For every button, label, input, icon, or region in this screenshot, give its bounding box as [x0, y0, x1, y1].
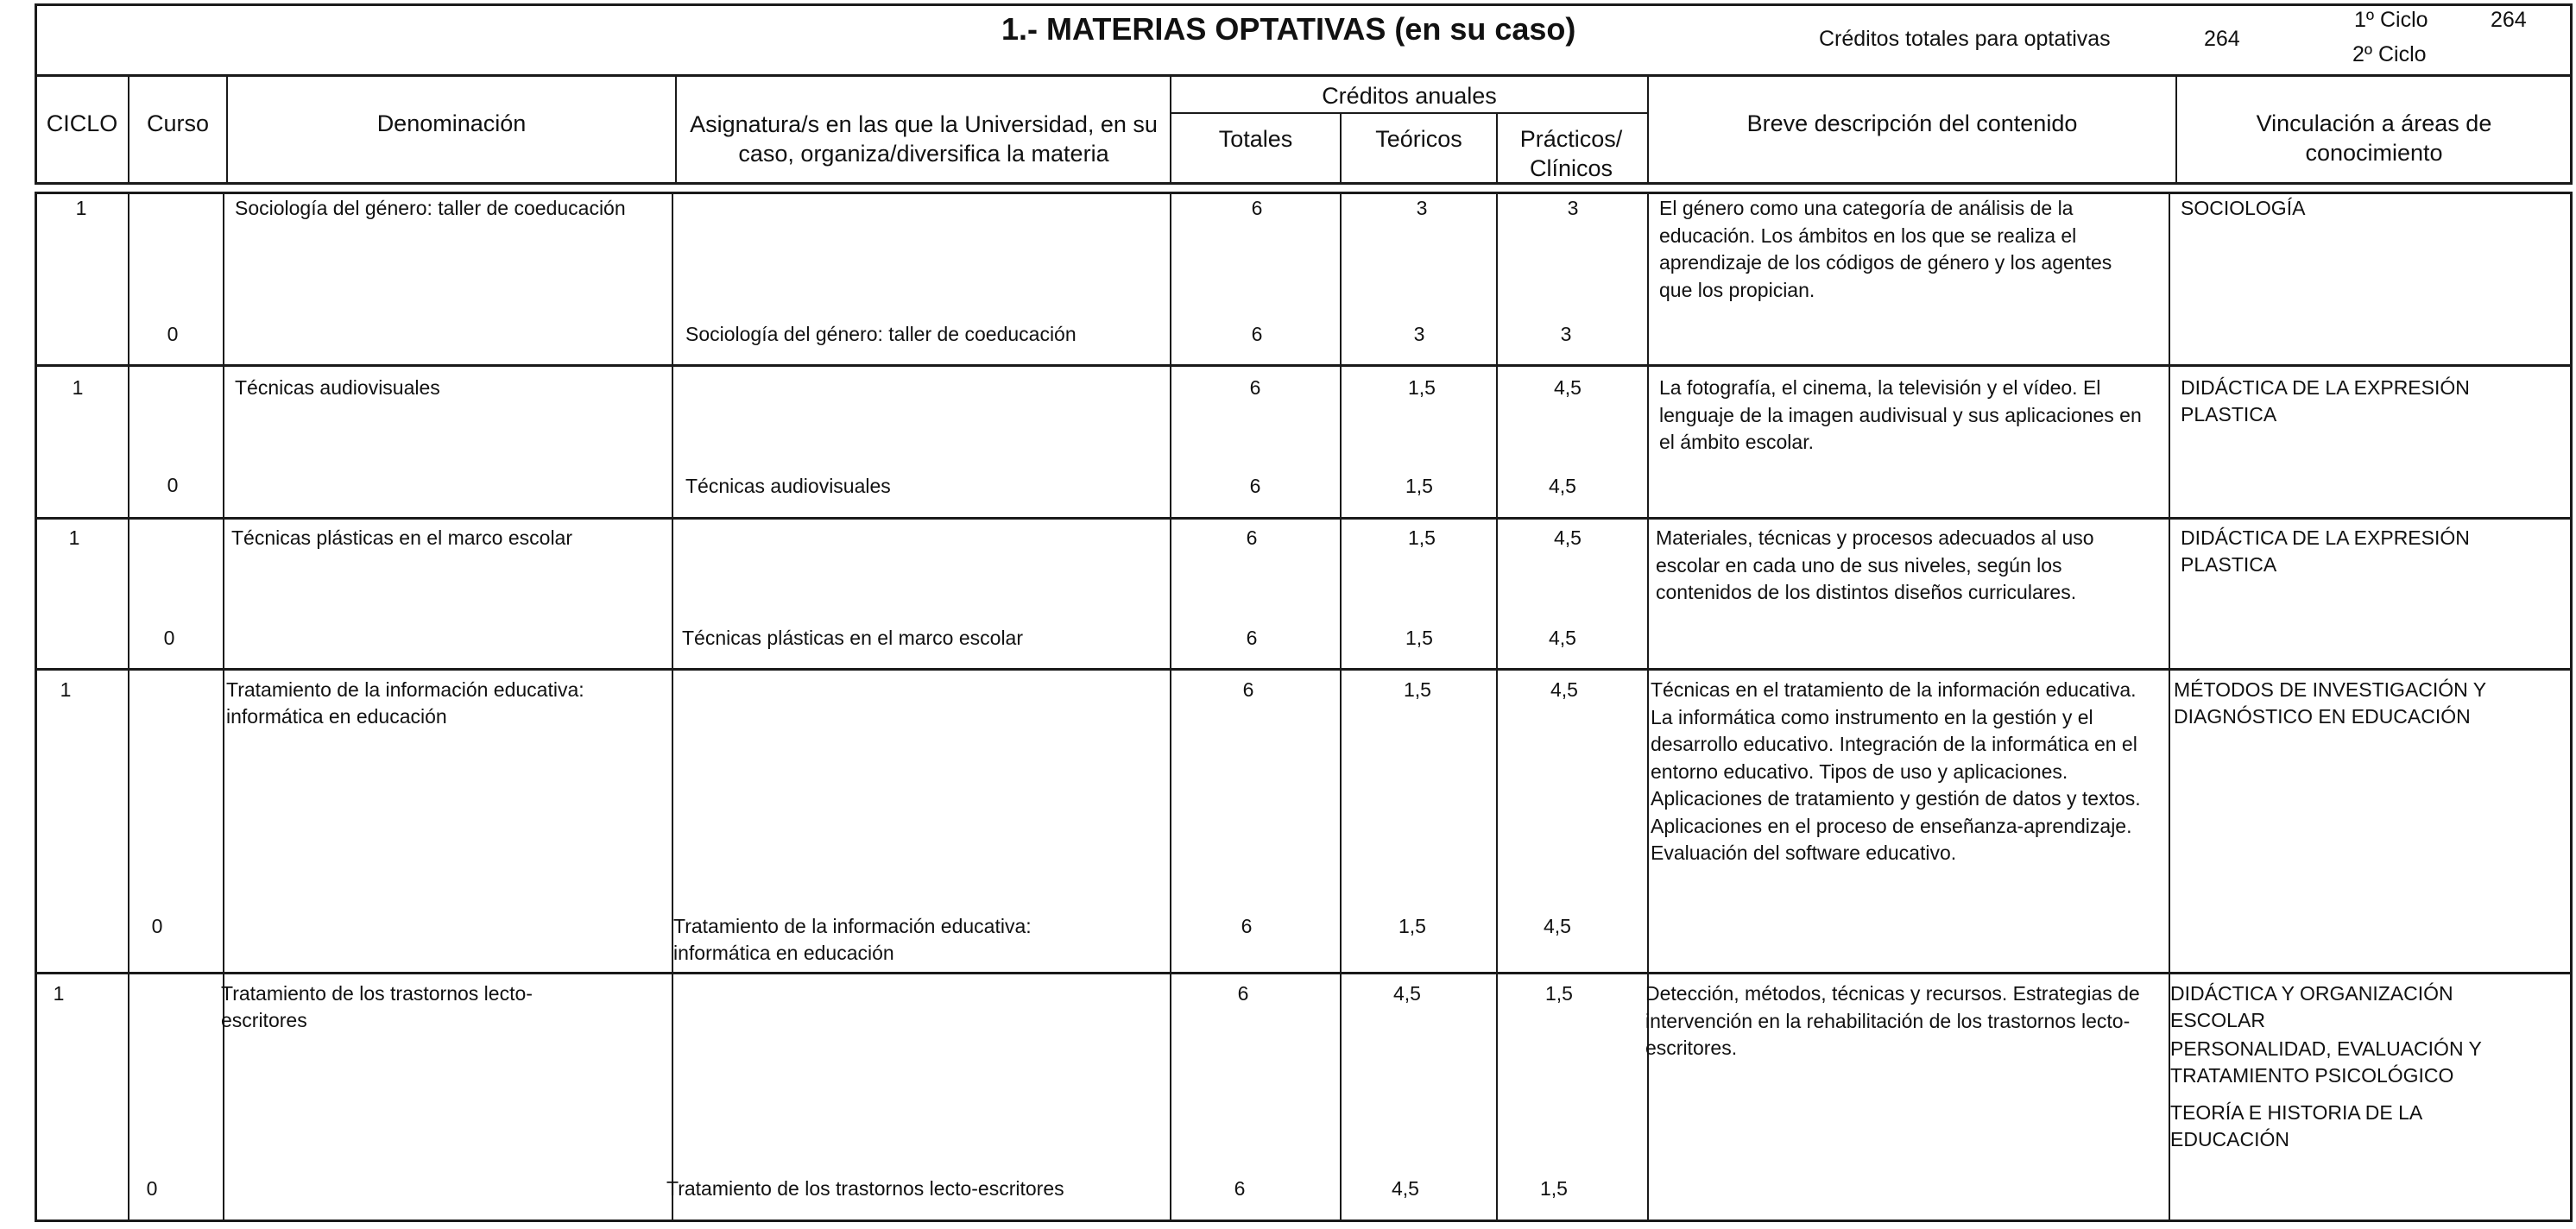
cell-sub-totales: 6 [1249, 475, 1261, 497]
col-sep [223, 192, 224, 1222]
body-top-border [35, 192, 2573, 194]
body-bottom-border [35, 1220, 2573, 1222]
page-title: 1.- MATERIAS OPTATIVAS (en su caso) [1001, 11, 1576, 47]
ciclo1-value: 264 [2491, 8, 2527, 32]
cell-area: PERSONALIDAD, EVALUACIÓN Y TRATAMIENTO PSICOLÓGICO [2170, 1037, 2482, 1087]
cell-asignatura: Sociología del género: taller de coeducación [685, 323, 1076, 345]
cell-totales: 6 [1249, 376, 1261, 399]
cell-ciclo: 1 [60, 678, 72, 701]
cell-sub-teoricos: 4,5 [1392, 1177, 1419, 1200]
col-header-denominacion: Denominación [376, 110, 527, 136]
col-sep [1496, 192, 1498, 1222]
cell-totales: 6 [1251, 197, 1263, 219]
cell-sub-practicos: 1,5 [1540, 1177, 1568, 1200]
cell-curso: 0 [163, 627, 175, 649]
cell-denominacion: Tratamiento de los trastornos lecto-escritores [221, 982, 533, 1031]
cell-area: DIDÁCTICA DE LA EXPRESIÓN PLASTICA [2181, 376, 2470, 425]
cell-curso: 0 [151, 915, 163, 937]
row-divider [35, 364, 2573, 367]
cell-sub-practicos: 4,5 [1544, 915, 1571, 937]
cell-descripcion: La fotografía, el cinema, la televisión y el vídeo. El lenguaje de la imagen audivisual y sus aplicaciones en el ámbito escolar. [1659, 376, 2142, 453]
cell-totales: 6 [1237, 982, 1249, 1005]
col-header-vinculacion: Vinculación a áreas de conocimiento [2256, 110, 2492, 166]
col-sep [1170, 192, 1171, 1222]
col-header-totales: Totales [1218, 126, 1293, 152]
creditos-totales-label: Créditos totales para optativas [1819, 27, 2111, 51]
cell-denominacion: Tratamiento de la información educativa: informática en educación [226, 678, 584, 728]
cell-practicos: 3 [1567, 197, 1579, 219]
cell-asignatura: Técnicas plásticas en el marco escolar [682, 627, 1023, 649]
col-header-ciclo: CICLO [46, 110, 118, 136]
header-bottom-border [35, 182, 2573, 185]
header-top-border [35, 3, 2573, 6]
col-sep [2175, 76, 2177, 183]
ciclo1-label: 1º Ciclo [2354, 8, 2428, 32]
cell-asignatura: Tratamiento de los trastornos lecto-escritores [666, 1177, 1064, 1200]
cell-denominacion: Técnicas plásticas en el marco escolar [231, 526, 572, 549]
cell-totales: 6 [1242, 678, 1254, 701]
ciclo2-label: 2º Ciclo [2352, 42, 2427, 66]
body-right-border [2570, 192, 2573, 1222]
header-divider [35, 74, 2573, 77]
col-header-asignaturas: Asignatura/s en las que la Universidad, en su caso, organiza/diversifica la materia [690, 111, 1158, 167]
cell-area: SOCIOLOGÍA [2181, 197, 2306, 219]
cell-curso: 0 [167, 323, 179, 345]
cell-asignatura: Tratamiento de la información educativa: informática en educación [673, 915, 1032, 964]
col-header-creditos-anuales: Créditos anuales [1322, 83, 1497, 109]
cell-totales: 6 [1246, 526, 1258, 549]
cell-teoricos: 1,5 [1404, 678, 1431, 701]
creditos-subheader-line [1170, 112, 1648, 114]
col-header-descripcion: Breve descripción del contenido [1746, 110, 2078, 136]
cell-ciclo: 1 [68, 526, 80, 549]
cell-curso: 0 [146, 1177, 158, 1200]
creditos-totales-value: 264 [2204, 27, 2240, 51]
cell-sub-totales: 6 [1246, 627, 1258, 649]
cell-descripcion: Materiales, técnicas y procesos adecuados al uso escolar en cada uno de sus niveles, según los contenidos de los distintos diseños curriculares. [1656, 526, 2094, 603]
cell-teoricos: 3 [1416, 197, 1428, 219]
body-left-border [35, 192, 37, 1222]
cell-sub-practicos: 3 [1560, 323, 1572, 345]
cell-area: TEORÍA E HISTORIA DE LA EDUCACIÓN [2170, 1101, 2422, 1150]
cell-sub-totales: 6 [1241, 915, 1253, 937]
cell-sub-practicos: 4,5 [1549, 475, 1576, 497]
row-divider [35, 517, 2573, 520]
cell-ciclo: 1 [75, 197, 87, 219]
col-sep [675, 76, 677, 183]
cell-denominacion: Sociología del género: taller de coeducación [235, 197, 626, 219]
cell-ciclo: 1 [72, 376, 84, 399]
col-sep [128, 192, 129, 1222]
cell-sub-teoricos: 1,5 [1398, 915, 1426, 937]
cell-teoricos: 4,5 [1393, 982, 1421, 1005]
cell-sub-teoricos: 1,5 [1405, 475, 1433, 497]
cell-descripcion: Detección, métodos, técnicas y recursos. Estrategias de intervención en la rehabilitación de los trastornos lecto-escritores. [1645, 982, 2140, 1059]
header-right-border [2570, 3, 2573, 185]
cell-descripcion: Técnicas en el tratamiento de la información educativa. La informática como instrumento en la gestión y el desarrollo educativo. Integración de la informática en el entorno educativo. Tipos de uso y aplicaciones. Aplicaciones de tratamiento y gestión de datos y textos. Aplicaciones en el proceso de enseñanza-aprendizaje. Evaluación del software educativo. [1651, 678, 2141, 864]
cell-teoricos: 1,5 [1408, 526, 1436, 549]
cell-sub-teoricos: 1,5 [1405, 627, 1433, 649]
cell-sub-teoricos: 3 [1413, 323, 1425, 345]
col-sep [1647, 192, 1649, 1222]
row-divider [35, 972, 2573, 974]
col-header-curso: Curso [146, 110, 210, 136]
cell-asignatura: Técnicas audiovisuales [685, 475, 891, 497]
cell-sub-totales: 6 [1234, 1177, 1246, 1200]
cell-area: MÉTODOS DE INVESTIGACIÓN Y DIAGNÓSTICO EN EDUCACIÓN [2174, 678, 2486, 728]
cell-practicos: 4,5 [1554, 526, 1582, 549]
col-sep [1340, 192, 1342, 1222]
col-sep [672, 192, 673, 1222]
cell-curso: 0 [167, 474, 179, 496]
col-header-practicos: Prácticos/ Clínicos [1519, 126, 1623, 181]
cell-denominacion: Técnicas audiovisuales [235, 376, 440, 399]
cell-practicos: 4,5 [1554, 376, 1582, 399]
cell-area: DIDÁCTICA Y ORGANIZACIÓN ESCOLAR [2170, 982, 2453, 1031]
col-header-teoricos: Teóricos [1375, 126, 1462, 152]
cell-sub-practicos: 4,5 [1549, 627, 1576, 649]
header-left-border [35, 3, 37, 185]
cell-practicos: 1,5 [1545, 982, 1573, 1005]
row-divider [35, 668, 2573, 671]
cell-ciclo: 1 [53, 982, 65, 1005]
cell-practicos: 4,5 [1550, 678, 1578, 701]
cell-descripcion: El género como una categoría de análisis de la educación. Los ámbitos en los que se realiza el aprendizaje de los códigos de género y los agentes que los propician. [1659, 197, 2112, 301]
cell-teoricos: 1,5 [1408, 376, 1436, 399]
cell-sub-totales: 6 [1251, 323, 1263, 345]
cell-area: DIDÁCTICA DE LA EXPRESIÓN PLASTICA [2181, 526, 2470, 576]
col-sep [1496, 114, 1498, 183]
